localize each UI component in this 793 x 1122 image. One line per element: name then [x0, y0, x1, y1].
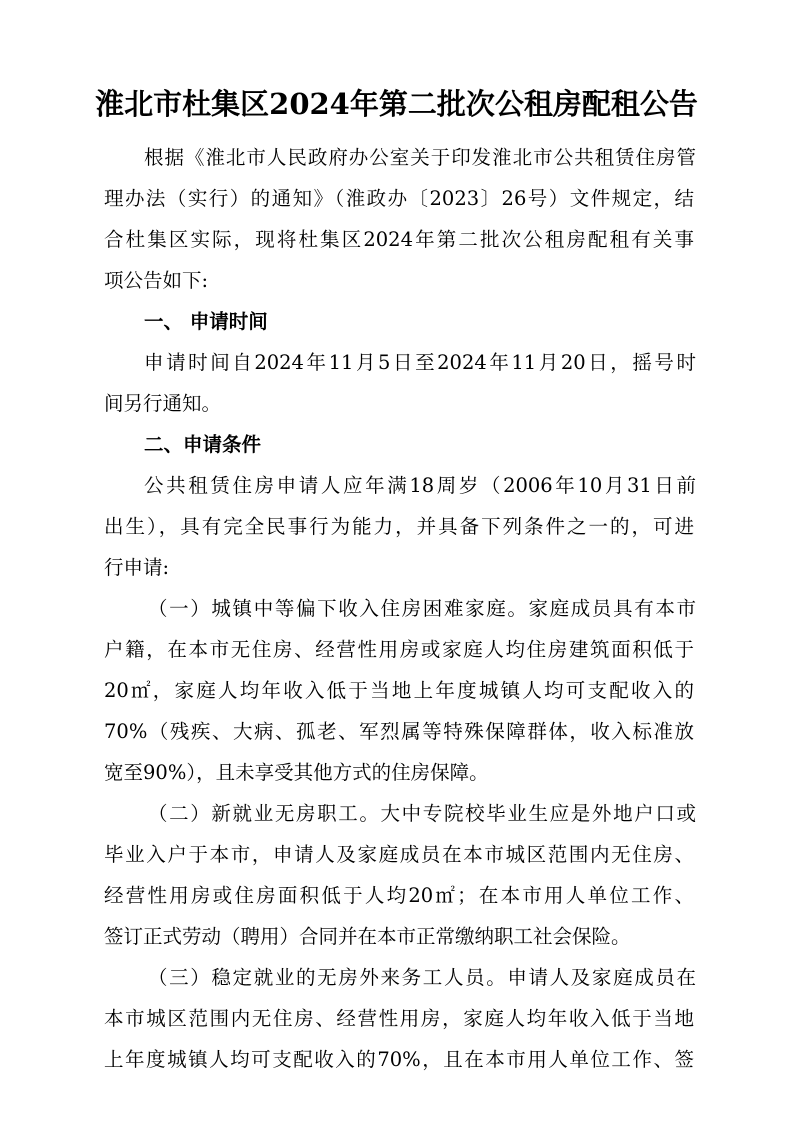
paragraph-line: 上年度城镇人均可支配收入的70%，且在本市用人单位工作、签	[104, 1048, 694, 1071]
paragraph-line: （二）新就业无房职工。大中专院校毕业生应是外地户口或	[148, 802, 696, 825]
paragraph-line: 公共租赁住房申请人应年满18周岁（2006年10月31日前	[144, 474, 696, 497]
paragraph-line: 合杜集区实际，现将杜集区2024年第二批次公租房配租有关事	[104, 228, 694, 251]
paragraph-line: 间另行通知。	[104, 392, 222, 415]
paragraph-line: 出生），具有完全民事行为能力，并具备下列条件之一的，可进	[104, 515, 694, 538]
paragraph-line: 毕业入户于本市，申请人及家庭成员在本市城区范围内无住房、	[104, 843, 694, 866]
paragraph-line: 经营性用房或住房面积低于人均20㎡；在本市用人单位工作、	[104, 884, 694, 907]
paragraph-line: 20㎡，家庭人均年收入低于当地上年度城镇人均可支配收入的	[104, 679, 694, 702]
paragraph-line: （三）稳定就业的无房外来务工人员。申请人及家庭成员在	[148, 966, 696, 989]
section-heading: 一、 申请时间	[144, 310, 268, 333]
paragraph-line: 项公告如下:	[104, 269, 209, 292]
section-heading: 二、申请条件	[144, 433, 262, 456]
paragraph-line: 70%（残疾、大病、孤老、军烈属等特殊保障群体，收入标准放	[104, 720, 694, 743]
paragraph-line: （一）城镇中等偏下收入住房困难家庭。家庭成员具有本市	[148, 597, 696, 620]
paragraph-line: 户籍，在本市无住房、经营性用房或家庭人均住房建筑面积低于	[104, 638, 694, 661]
document-title: 淮北市杜集区2024年第二批次公租房配租公告	[95, 87, 698, 121]
paragraph-line: 本市城区范围内无住房、经营性用房，家庭人均年收入低于当地	[104, 1007, 694, 1030]
paragraph-line: 宽至90%），且未享受其他方式的住房保障。	[104, 761, 489, 784]
paragraph-line: 行申请:	[104, 556, 170, 579]
paragraph-line: 申请时间自2024年11月5日至2024年11月20日，摇号时	[144, 351, 696, 374]
paragraph-line: 理办法（实行）的通知》（淮政办〔2023〕26号）文件规定，结	[104, 187, 694, 210]
paragraph-line: 签订正式劳动（聘用）合同并在本市正常缴纳职工社会保险。	[104, 925, 631, 948]
paragraph-line: 根据《淮北市人民政府办公室关于印发淮北市公共租赁住房管	[144, 146, 696, 169]
